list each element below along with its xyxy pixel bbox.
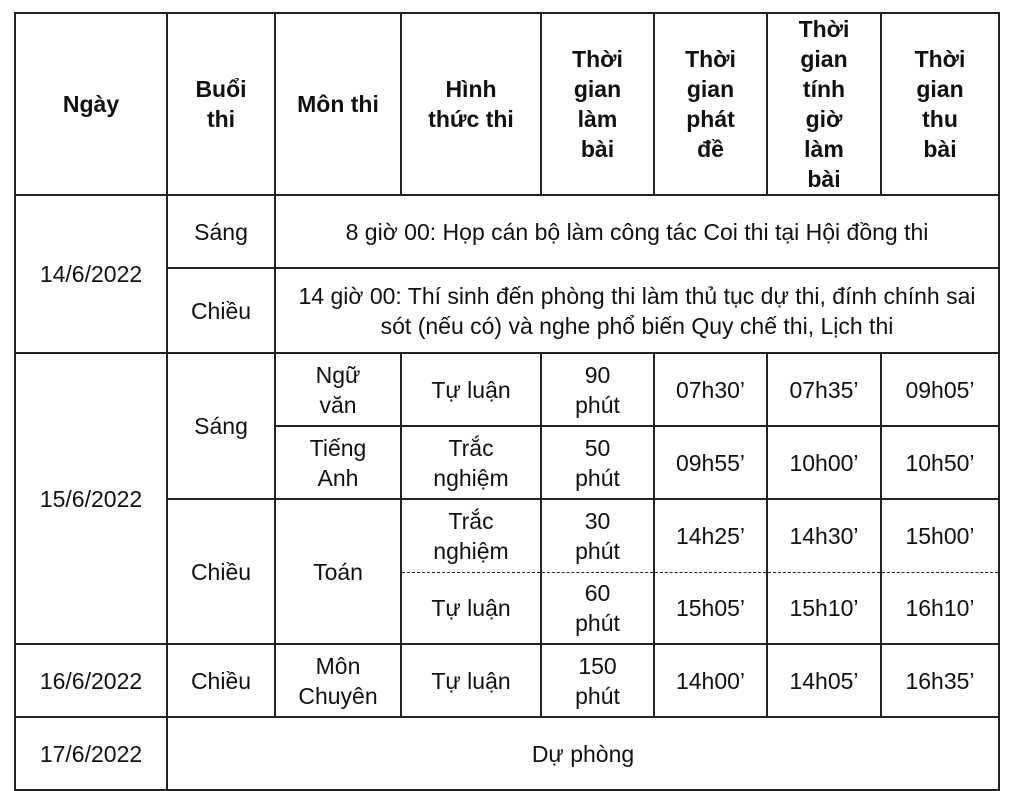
session-cell: Sáng [167, 195, 275, 268]
exam-form-cell: Tự luận [401, 644, 541, 717]
subject-cell: Môn Chuyên [275, 644, 401, 717]
header-date: Ngày [15, 13, 167, 195]
exam-form-cell: Tự luận [401, 353, 541, 426]
subject-cell: Tiếng Anh [275, 426, 401, 499]
start-time-cell: 07h35’ [767, 353, 881, 426]
issue-time-cell: 07h30’ [654, 353, 767, 426]
exam-form-cell: Tự luận [401, 572, 541, 644]
issue-time-cell: 14h25’ [654, 499, 767, 572]
date-cell: 14/6/2022 [15, 195, 167, 353]
collect-time-cell: 09h05’ [881, 353, 999, 426]
header-paper-issue-time: Thời gian phát đề [654, 13, 767, 195]
table-row [15, 195, 999, 268]
header-row [15, 13, 999, 195]
header-duration: Thời gian làm bài [541, 13, 654, 195]
duration-cell: 30 phút [541, 499, 654, 572]
table-row [15, 717, 999, 790]
start-time-cell: 10h00’ [767, 426, 881, 499]
collect-time-cell: 16h10’ [881, 572, 999, 644]
note-cell: 8 giờ 00: Họp cán bộ làm công tác Coi thi tại Hội đồng thi [275, 195, 999, 268]
subject-cell: Ngữ văn [275, 353, 401, 426]
exam-form-cell: Trắc nghiệm [401, 499, 541, 572]
subject-cell: Toán [275, 499, 401, 644]
issue-time-cell: 14h00’ [654, 644, 767, 717]
issue-time-cell: 09h55’ [654, 426, 767, 499]
note-cell: Dự phòng [167, 717, 999, 790]
exam-form-cell: Trắc nghiệm [401, 426, 541, 499]
session-cell: Chiều [167, 644, 275, 717]
start-time-cell: 14h05’ [767, 644, 881, 717]
session-cell: Sáng [167, 353, 275, 499]
date-cell: 15/6/2022 [15, 353, 167, 644]
start-time-cell: 15h10’ [767, 572, 881, 644]
collect-time-cell: 15h00’ [881, 499, 999, 572]
header-session: Buổi thi [167, 13, 275, 195]
header-exam-form: Hình thức thi [401, 13, 541, 195]
exam-schedule-table [14, 12, 1000, 791]
header-subject: Môn thi [275, 13, 401, 195]
note-cell: 14 giờ 00: Thí sinh đến phòng thi làm thủ tục dự thi, đính chính sai sót (nếu có) và nghe phổ biến Quy chế thi, Lịch thi [275, 268, 999, 353]
header-start-time: Thời gian tính giờ làm bài [767, 13, 881, 195]
date-cell: 16/6/2022 [15, 644, 167, 717]
start-time-cell: 14h30’ [767, 499, 881, 572]
table-row [15, 644, 999, 717]
session-cell: Chiều [167, 268, 275, 353]
duration-cell: 150 phút [541, 644, 654, 717]
duration-cell: 60 phút [541, 572, 654, 644]
date-cell: 17/6/2022 [15, 717, 167, 790]
header-collect-time: Thời gian thu bài [881, 13, 999, 195]
duration-cell: 90 phút [541, 353, 654, 426]
collect-time-cell: 16h35’ [881, 644, 999, 717]
collect-time-cell: 10h50’ [881, 426, 999, 499]
issue-time-cell: 15h05’ [654, 572, 767, 644]
table-row [15, 353, 999, 426]
session-cell: Chiều [167, 499, 275, 644]
duration-cell: 50 phút [541, 426, 654, 499]
